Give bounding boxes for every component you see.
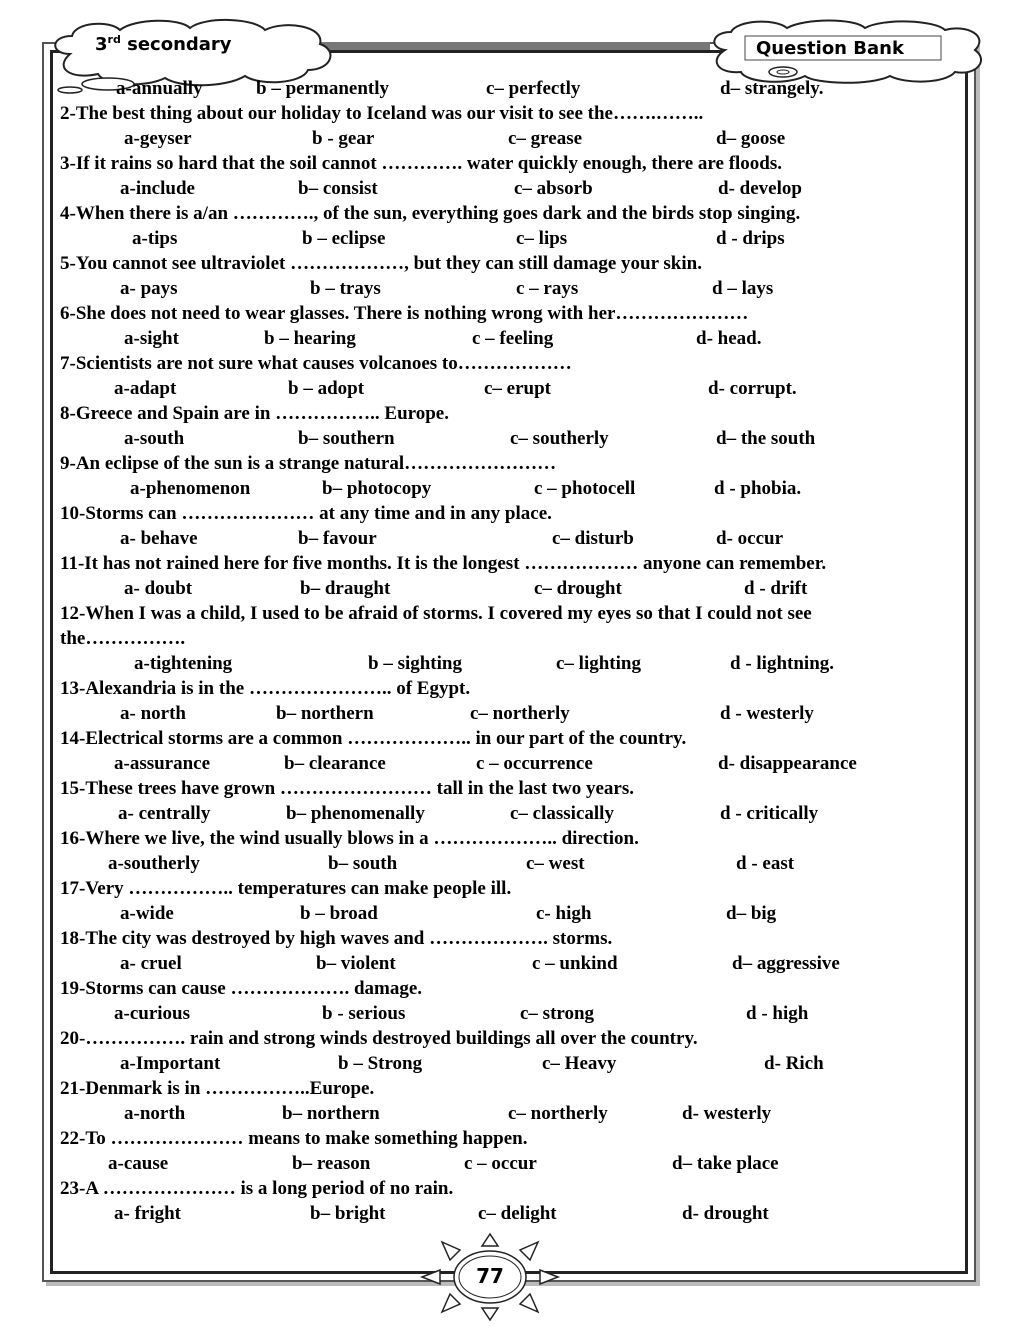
options-row bbox=[60, 276, 960, 301]
option-b: b - serious bbox=[322, 1003, 406, 1024]
question-text: 6-She does not need to wear glasses. There is nothing wrong with her………………… bbox=[60, 303, 749, 324]
option-b: b– clearance bbox=[284, 753, 386, 774]
options-row bbox=[60, 1201, 960, 1226]
option-c: c– northerly bbox=[470, 703, 570, 724]
option-b: b – permanently bbox=[256, 78, 389, 99]
series-label: 3rd secondary bbox=[95, 33, 232, 55]
option-b: b– northern bbox=[276, 703, 374, 724]
option-c: c– northerly bbox=[508, 1103, 608, 1124]
option-b: b– southern bbox=[298, 428, 395, 449]
option-a: a-geyser bbox=[124, 128, 192, 149]
option-d: d- Rich bbox=[764, 1053, 824, 1074]
option-a: a-wide bbox=[120, 903, 174, 924]
question-text: 15-These trees have grown …………………… tall in the last two years. bbox=[60, 778, 634, 799]
options-row bbox=[60, 226, 960, 251]
options-row bbox=[60, 526, 960, 551]
option-c: c– disturb bbox=[552, 528, 634, 549]
option-b: b – sighting bbox=[368, 653, 462, 674]
option-c: c– strong bbox=[520, 1003, 595, 1024]
option-d: d - east bbox=[736, 853, 795, 874]
option-b: b – broad bbox=[300, 903, 378, 924]
options-row bbox=[60, 951, 960, 976]
option-b: b – Strong bbox=[338, 1053, 423, 1074]
options-row bbox=[60, 701, 960, 726]
question-text: 10-Storms can ………………… at any time and in any place. bbox=[60, 503, 552, 524]
question-text: 11-It has not rained here for five months. It is the longest ……………… anyone can remember. bbox=[60, 553, 827, 574]
page-number-badge bbox=[420, 1232, 560, 1322]
option-d: d- develop bbox=[718, 178, 802, 199]
option-a: a- north bbox=[120, 703, 186, 724]
option-d: d- drought bbox=[682, 1203, 769, 1224]
option-b: b– violent bbox=[316, 953, 396, 974]
option-d: d - drips bbox=[716, 228, 785, 249]
option-c: c– classically bbox=[510, 803, 614, 824]
option-b: b – trays bbox=[310, 278, 381, 299]
option-d: d- head. bbox=[696, 328, 762, 349]
options-row bbox=[60, 1151, 960, 1176]
option-b: b – hearing bbox=[264, 328, 356, 349]
question-text: 17-Very …………….. temperatures can make people ill. bbox=[60, 878, 512, 899]
question-list bbox=[60, 76, 960, 1226]
option-c: c – unkind bbox=[532, 953, 618, 974]
option-a: a-southerly bbox=[108, 853, 200, 874]
option-d: d - westerly bbox=[720, 703, 814, 724]
options-row bbox=[60, 476, 960, 501]
option-b: b – adopt bbox=[288, 378, 365, 399]
option-b: b– photocopy bbox=[322, 478, 432, 499]
option-c: c– delight bbox=[478, 1203, 557, 1224]
option-a: a-sight bbox=[124, 328, 179, 349]
option-c: c – photocell bbox=[534, 478, 636, 499]
options-row bbox=[60, 126, 960, 151]
question-text: 23-A ………………… is a long period of no rain. bbox=[60, 1178, 454, 1199]
option-a: a-cause bbox=[108, 1153, 169, 1174]
options-row-1 bbox=[60, 76, 960, 101]
question-text: 22-To ………………… means to make something happen. bbox=[60, 1128, 528, 1149]
options-row bbox=[60, 1001, 960, 1026]
options-row bbox=[60, 651, 960, 676]
option-d: d – lays bbox=[712, 278, 774, 299]
option-a: a- fright bbox=[114, 1203, 182, 1224]
options-row bbox=[60, 326, 960, 351]
option-b: b – eclipse bbox=[302, 228, 386, 249]
option-a: a-Important bbox=[120, 1053, 221, 1074]
options-row bbox=[60, 1051, 960, 1076]
option-b: b– bright bbox=[310, 1203, 386, 1224]
question-text: 9-An eclipse of the sun is a strange natural…………………… bbox=[60, 453, 557, 474]
option-d: d- disappearance bbox=[718, 753, 857, 774]
option-b: b– reason bbox=[292, 1153, 371, 1174]
option-d: d- occur bbox=[716, 528, 784, 549]
option-c: c– southerly bbox=[510, 428, 609, 449]
option-b: b– draught bbox=[300, 578, 391, 599]
options-row bbox=[60, 851, 960, 876]
option-a: a-assurance bbox=[114, 753, 211, 774]
option-a: a-south bbox=[124, 428, 185, 449]
option-d: d - lightning. bbox=[730, 653, 835, 674]
option-c: c– erupt bbox=[484, 378, 552, 399]
option-d: d - high bbox=[746, 1003, 809, 1024]
option-c: c– grease bbox=[508, 128, 583, 149]
question-text: 20-……………. rain and strong winds destroyed buildings all over the country. bbox=[60, 1028, 698, 1049]
option-a: a-phenomenon bbox=[130, 478, 251, 499]
option-c: c – occurrence bbox=[476, 753, 593, 774]
option-d: d- westerly bbox=[682, 1103, 772, 1124]
options-row bbox=[60, 426, 960, 451]
question-text: 13-Alexandria is in the ………………….. of Egypt. bbox=[60, 678, 471, 699]
page-number: 77 bbox=[476, 1264, 504, 1288]
header-bar bbox=[320, 42, 710, 50]
option-d: d– the south bbox=[716, 428, 816, 449]
question-text: 3-If it rains so hard that the soil cannot …………. water quickly enough, there are floods. bbox=[60, 153, 783, 174]
question-text: 4-When there is a/an …………., of the sun, everything goes dark and the birds stop singing. bbox=[60, 203, 801, 224]
question-bank-label: Question Bank bbox=[756, 38, 904, 59]
question-text: 16-Where we live, the wind usually blows in a ……………….. direction. bbox=[60, 828, 639, 849]
option-c: c– west bbox=[526, 853, 585, 874]
option-b: b– consist bbox=[298, 178, 378, 199]
option-c: c – rays bbox=[516, 278, 579, 299]
options-row bbox=[60, 1101, 960, 1126]
option-d: d - critically bbox=[720, 803, 819, 824]
option-a: a-tightening bbox=[134, 653, 233, 674]
options-row bbox=[60, 176, 960, 201]
question-text: 19-Storms can cause ………………. damage. bbox=[60, 978, 423, 999]
question-text: 2-The best thing about our holiday to Iceland was our visit to see the…….…….. bbox=[60, 103, 704, 124]
option-d: d– strangely. bbox=[720, 78, 824, 99]
option-c: c– drought bbox=[534, 578, 622, 599]
option-c: c – occur bbox=[464, 1153, 537, 1174]
option-a: a-tips bbox=[132, 228, 178, 249]
option-c: c– absorb bbox=[514, 178, 593, 199]
question-text: 8-Greece and Spain are in …………….. Europe. bbox=[60, 403, 449, 424]
option-c: c– lips bbox=[516, 228, 568, 249]
option-a: a-curious bbox=[114, 1003, 190, 1024]
option-d: d– take place bbox=[672, 1153, 779, 1174]
option-d: d– big bbox=[726, 903, 777, 924]
option-a: a-north bbox=[124, 1103, 186, 1124]
options-row bbox=[60, 901, 960, 926]
option-b: b– south bbox=[328, 853, 398, 874]
option-a: a-annually bbox=[116, 78, 203, 99]
option-c: c– lighting bbox=[556, 653, 641, 674]
option-a: a- cruel bbox=[120, 953, 182, 974]
question-text: 21-Denmark is in ……………..Europe. bbox=[60, 1078, 375, 1099]
option-a: a- behave bbox=[120, 528, 198, 549]
option-a: a- doubt bbox=[124, 578, 193, 599]
options-row bbox=[60, 376, 960, 401]
options-row bbox=[60, 576, 960, 601]
option-c: c – feeling bbox=[472, 328, 554, 349]
option-b: b– favour bbox=[298, 528, 377, 549]
option-a: a-include bbox=[120, 178, 195, 199]
option-a: a- centrally bbox=[118, 803, 211, 824]
question-text: 7-Scientists are not sure what causes volcanoes to……………… bbox=[60, 353, 572, 374]
option-d: d - phobia. bbox=[714, 478, 802, 499]
option-a: a- pays bbox=[120, 278, 178, 299]
question-text: 18-The city was destroyed by high waves and ………………. storms. bbox=[60, 928, 613, 949]
option-d: d– goose bbox=[716, 128, 786, 149]
question-text: 14-Electrical storms are a common ……………….. in our part of the country. bbox=[60, 728, 687, 749]
option-d: d– aggressive bbox=[732, 953, 840, 974]
option-c: c– Heavy bbox=[542, 1053, 617, 1074]
question-text: 12-When I was a child, I used to be afraid of storms. I covered my eyes so that I could not see the……………. bbox=[60, 603, 812, 649]
option-b: b– phenomenally bbox=[286, 803, 425, 824]
option-c: c- high bbox=[536, 903, 592, 924]
options-row bbox=[60, 801, 960, 826]
question-text: 5-You cannot see ultraviolet ………………, but they can still damage your skin. bbox=[60, 253, 702, 274]
option-a: a-adapt bbox=[114, 378, 177, 399]
option-d: d - drift bbox=[744, 578, 808, 599]
option-c: c– perfectly bbox=[486, 78, 581, 99]
option-d: d- corrupt. bbox=[708, 378, 797, 399]
options-row bbox=[60, 751, 960, 776]
option-b: b– northern bbox=[282, 1103, 380, 1124]
option-b: b - gear bbox=[312, 128, 375, 149]
